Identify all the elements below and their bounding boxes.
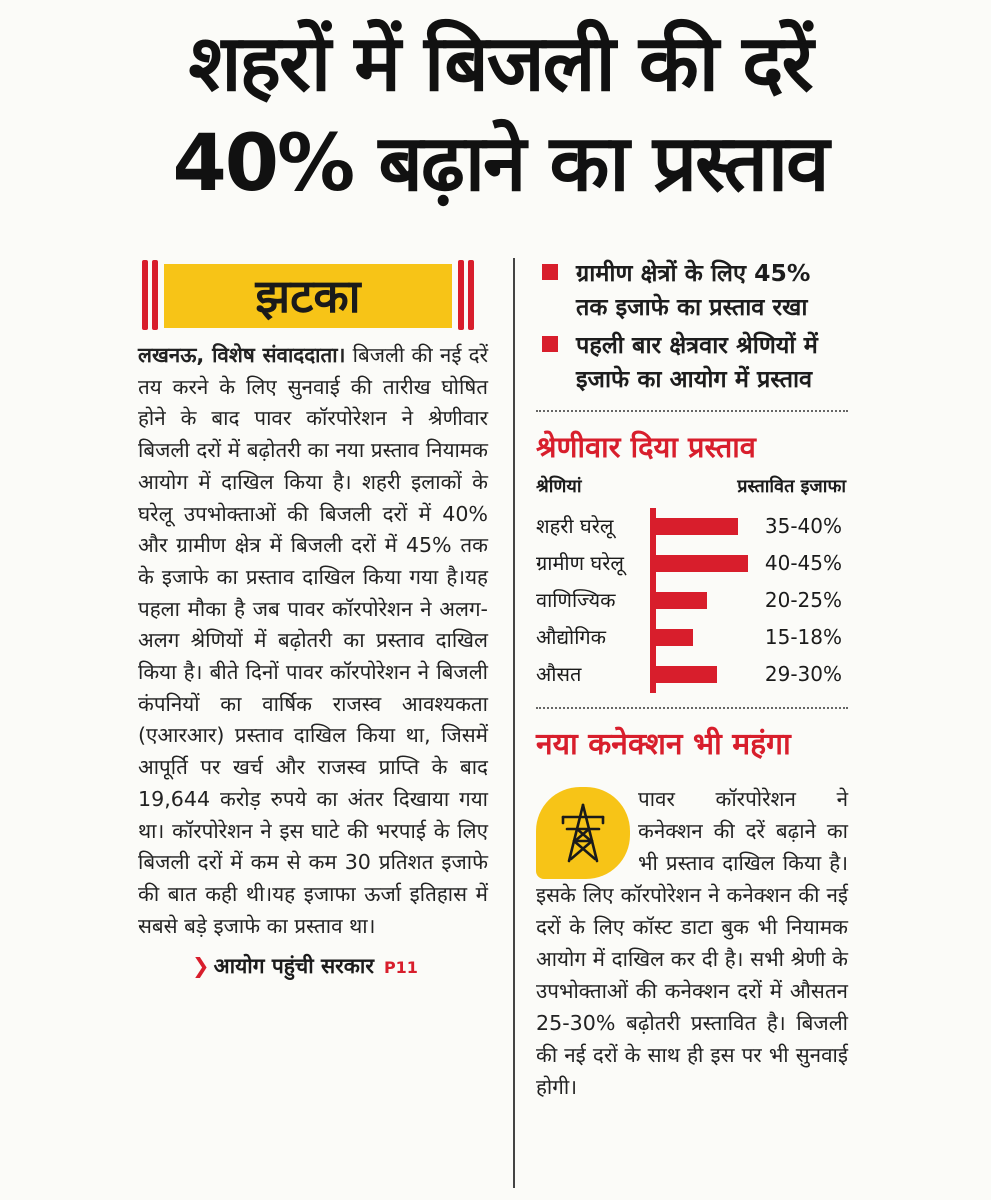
tag-bar-right-outer (468, 260, 474, 330)
dateline: लखनऊ, विशेष संवाददाता। (138, 343, 346, 367)
continued-label: आयोग पहुंची सरकार (213, 954, 374, 979)
chart-category-label: औसत (536, 662, 582, 686)
tag-bar-left-outer (142, 260, 148, 330)
continued-link[interactable] (138, 952, 488, 980)
chart-value-label: 35-40% (764, 514, 842, 538)
highlight-text: पहली बार क्षेत्रवार श्रेणियों में इजाफे का आयोग में प्रस्ताव (576, 331, 818, 393)
chart-value-label: 29-30% (764, 662, 842, 686)
chart-row (536, 508, 848, 545)
chart-row (536, 582, 848, 619)
chart-title: श्रेणीवार दिया प्रस्ताव (536, 430, 756, 464)
chart-bar (656, 555, 748, 572)
chart-row (536, 545, 848, 582)
chart-row (536, 656, 848, 693)
headline (60, 14, 940, 214)
chart-bar (656, 518, 738, 535)
page-reference: P11 (383, 958, 418, 978)
tag-bar-right-inner (458, 260, 464, 330)
chart-row (536, 619, 848, 656)
article-text: बिजली की नई दरें तय करने के लिए सुनवाई की तारीख घोषित होने के बाद पावर कॉरपोरेशन ने श्रेणीवार बिजली दरों में बढ़ोतरी का नया प्रस्ताव नियामक आयोग में दाखिल किया है। शहरी इलाकों के घरेलू उपभोक्ताओं की बिजली दरों में 40% और ग्रामीण क्षेत्र में बिजली दरों में 45% तक के इजाफे का प्रस्ताव दाखिल किया गया है।यह पहला मौका है जब पावर कॉरपोरेशन ने अलग-अलग श्रेणियों में बढ़ोतरी का प्रस्ताव दाखिल किया है। बीते दिनों पावर कॉरपोरेशन ने बिजली कंपनियों का वार्षिक राजस्व आवश्यकता (एआरआर) प्रस्ताव दाखिल किया था, जिसमें आपूर्ति पर खर्च और राजस्व प्राप्ति के बाद 19,644 करोड़ रुपये का अंतर दिखाया गया था। कॉरपोरेशन ने इस घाटे की भरपाई के लिए बिजली दरों में कम से कम 30 प्रतिशत इजाफे की बात कही थी।यह इजाफा ऊर्जा इतिहास में सबसे बड़े इजाफे का प्रस्ताव था। (138, 343, 489, 938)
power-tower-icon (536, 787, 630, 879)
bullet-square-icon (542, 264, 558, 280)
article-body (138, 340, 488, 942)
section-tag (138, 258, 478, 332)
category-column-label: श्रेणियां (536, 476, 582, 497)
category-bar-chart (536, 508, 848, 693)
dotted-divider (536, 410, 848, 412)
chart-bar (656, 629, 693, 646)
new-connection-title: नया कनेक्शन भी महंगा (536, 727, 791, 762)
chart-bar (656, 666, 717, 683)
dotted-divider (536, 707, 848, 709)
chart-category-label: ग्रामीण घरेलू (536, 551, 624, 575)
chart-bar (656, 592, 707, 609)
chart-value-label: 20-25% (764, 588, 842, 612)
chart-category-label: शहरी घरेलू (536, 514, 614, 538)
chart-category-label: वाणिज्यिक (536, 588, 616, 612)
chart-value-label: 15-18% (764, 625, 842, 649)
sidebar (536, 256, 848, 1103)
value-column-label: प्रस्तावित इजाफा (737, 476, 846, 497)
highlight-bullet (536, 256, 848, 324)
chart-category-label: औद्योगिक (536, 625, 607, 649)
chevron-right-icon: ❯ (192, 954, 210, 979)
bullet-square-icon (542, 336, 558, 352)
headline-line-1: शहरों में बिजली की दरें (188, 19, 812, 109)
highlight-bullet (536, 328, 848, 396)
tag-bar-left-inner (152, 260, 158, 330)
main-article (138, 258, 488, 1198)
chart-axis (650, 508, 656, 693)
new-connection-text: पावर कॉरपोरेशन ने कनेक्शन की दरें बढ़ाने का भी प्रस्ताव दाखिल किया है। इसके लिए कॉरपोरेशन ने कनेक्शन की नई दरों के लिए कॉस्ट डाटा बुक भी नियामक आयोग में दाखिल कर दी है। सभी श्रेणी के उपभोक्ताओं की कनेक्शन दरों में औसतन 25-30% बढ़ोतरी प्रस्तावित है। बिजली की नई दरों के साथ ही इस पर भी सुनवाई होगी। (536, 787, 848, 1099)
chart-value-label: 40-45% (764, 551, 842, 575)
tag-label: झटका (164, 264, 452, 328)
chart-header (536, 474, 848, 498)
column-divider (513, 258, 515, 1188)
new-connection-body (536, 783, 848, 1103)
highlight-text: ग्रामीण क्षेत्रों के लिए 45% तक इजाफे का प्रस्ताव रखा (576, 259, 811, 321)
headline-line-2: 40% बढ़ाने का प्रस्ताव (172, 119, 828, 209)
